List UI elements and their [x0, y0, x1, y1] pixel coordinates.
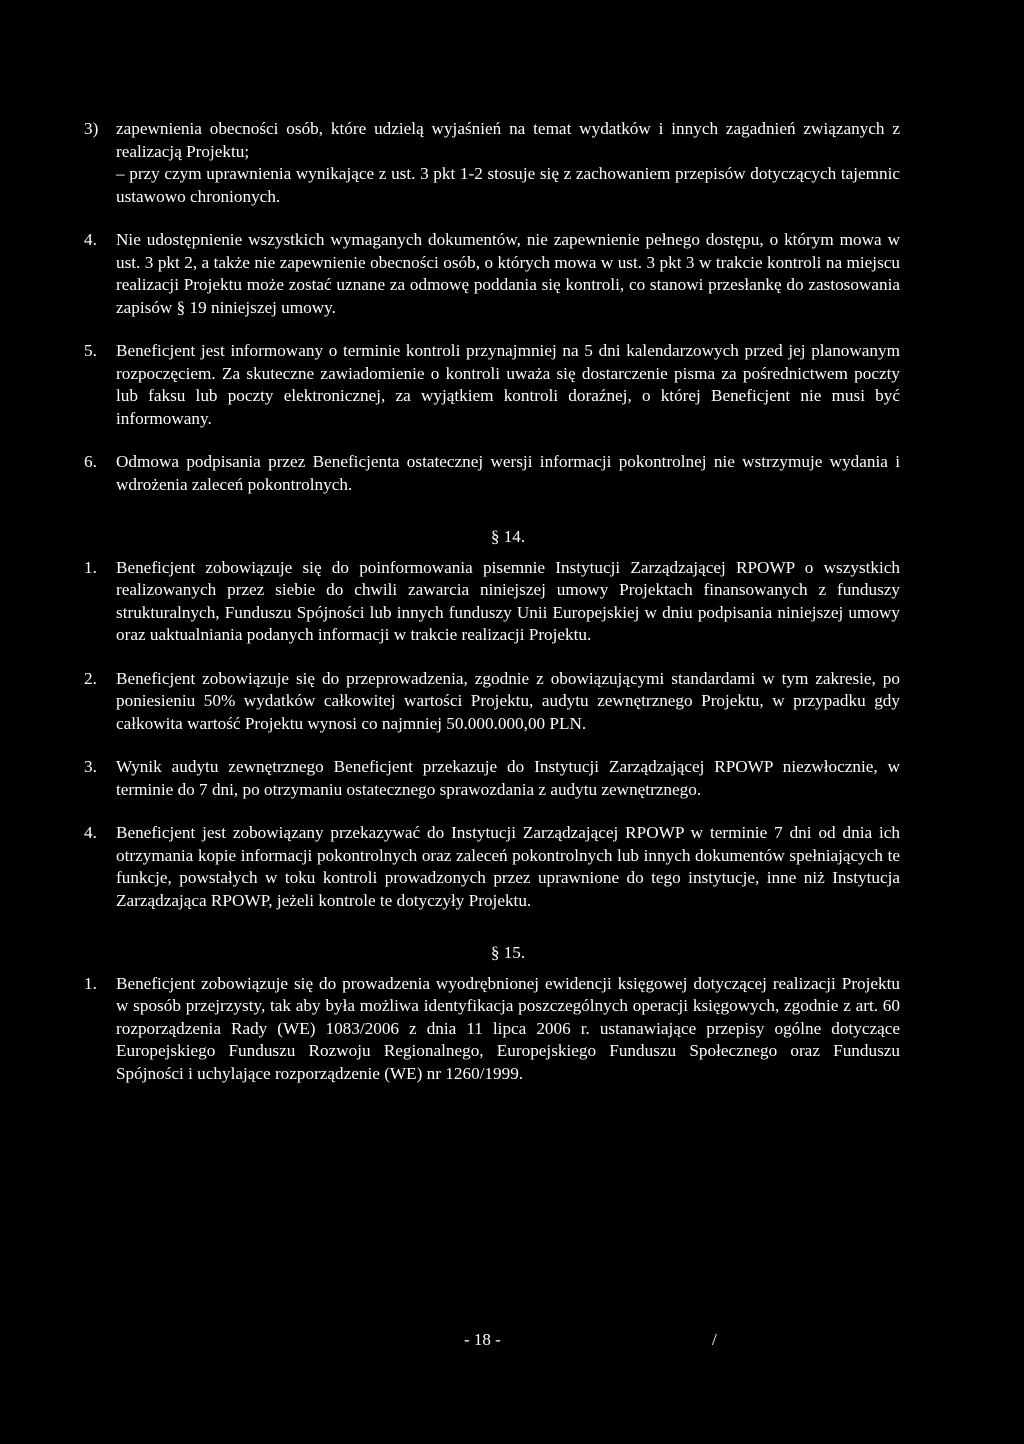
- item-text: zapewnienia obecności osób, które udzielą wyjaśnień na temat wydatków i innych zagadnień związanych z realizacją Projektu;: [116, 119, 900, 161]
- paragraph-item: [84, 451, 900, 496]
- item-number: 4.: [84, 823, 97, 842]
- page-number: - 18 -: [464, 1330, 501, 1349]
- item-text: Beneficjent zobowiązuje się do prowadzenia wyodrębnionej ewidencji księgowej dotyczącej realizacji Projektu w sposób przejrzysty, tak aby była możliwa identyfikacja poszczególnych operacji księgowych, zgodnie z art. 60 rozporządzenia Rady (WE) 1083/2006 z dnia 11 lipca 2006 r. ustanawiające przepisy ogólne dotyczące Europejskiego Funduszu Rozwoju Regionalnego, Europejskiego Funduszu Społecznego oraz Funduszu Spójności i uchylające rozporządzenie (WE) nr 1260/1999.: [116, 973, 900, 1083]
- item-number: 6.: [84, 452, 97, 471]
- item-number: 4.: [84, 230, 97, 249]
- paragraph-item: [84, 973, 900, 1086]
- item-number: 3.: [84, 757, 97, 776]
- paragraph-item: [84, 557, 900, 647]
- paragraph-item: [84, 229, 900, 319]
- item-text: Odmowa podpisania przez Beneficjenta ostatecznej wersji informacji pokontrolnej nie wstrzymuje wydania i wdrożenia zaleceń pokontrolnych.: [116, 452, 900, 494]
- paragraph-item: [84, 756, 900, 801]
- paragraph-item: [84, 340, 900, 430]
- handwritten-mark: /: [712, 1330, 717, 1349]
- item-number: 3): [84, 119, 99, 138]
- item-text: Nie udostępnienie wszystkich wymaganych dokumentów, nie zapewnienie pełnego dostępu, o którym mowa w ust. 3 pkt 2, a także nie zapewnienie obecności osób, o których mowa w ust. 3 pkt 3 w trakcie kontroli na miejscu realizacji Projektu może zostać uznane za odmowę poddania się kontroli, co stanowi przesłankę do zastosowania zapisów § 19 niniejszej umowy.: [116, 230, 900, 317]
- section-heading: § 15.: [490, 943, 526, 962]
- item-text: Wynik audytu zewnętrznego Beneficjent przekazuje do Instytucji Zarządzającej RPOWP niezwłocznie, w terminie do 7 dni, po otrzymaniu ostatecznego sprawozdania z audytu zewnętrznego.: [116, 757, 900, 799]
- item-number: 1.: [84, 973, 97, 993]
- item-text: Beneficjent jest informowany o terminie kontroli przynajmniej na 5 dni kalendarzowych przed jej planowanym rozpoczęciem. Za skuteczne zawiadomienie o kontroli uważa się dostarczenie pisma za pośrednictwem poczty lub faksu lub poczty elektronicznej, za wyjątkiem kontroli doraźnej, o której Beneficjent nie musi być informowany.: [116, 341, 900, 428]
- paragraph-item: [84, 668, 900, 736]
- document-body: [84, 118, 900, 1085]
- item-text: Beneficjent jest zobowiązany przekazywać do Instytucji Zarządzającej RPOWP w terminie 7 dni od dnia ich otrzymania kopie informacji pokontrolnych oraz zaleceń pokontrolnych lub innych dokumentów spełniających te funkcje, powstałych w toku kontroli prowadzonych przez uprawnione do tego instytucje, inne niż Instytucja Zarządzająca RPOWP, jeżeli kontrole te dotyczyły Projektu.: [116, 823, 900, 910]
- intro-item: [84, 118, 900, 163]
- intro-note: – przy czym uprawnienia wynikające z ust. 3 pkt 1-2 stosuje się z zachowaniem przepisów dotyczących tajemnic ustawowo chronionych.: [116, 164, 900, 206]
- section-heading: § 14.: [490, 527, 526, 546]
- item-number: 2.: [84, 668, 97, 688]
- item-number: 1.: [84, 557, 97, 577]
- item-text: Beneficjent zobowiązuje się do przeprowadzenia, zgodnie z obowiązującymi standardami w tym zakresie, po poniesieniu 50% wydatków całkowitej wartości Projektu, audytu zewnętrznego Projektu, w przypadku gdy całkowita wartość Projektu wynosi co najmniej 50.000.000,00 PLN.: [116, 668, 900, 733]
- item-text: Beneficjent zobowiązuje się do poinformowania pisemnie Instytucji Zarządzającej RPOWP o wszystkich realizowanych przez siebie do chwili zawarcia niniejszej umowy Projektach finansowanych z funduszy strukturalnych, Funduszu Spójności lub innych funduszy Unii Europejskiej w dniu podpisania niniejszej umowy oraz uaktualniania podanych informacji w trakcie realizacji Projektu.: [116, 557, 900, 644]
- paragraph-item: [84, 822, 900, 912]
- item-number: 5.: [84, 341, 97, 360]
